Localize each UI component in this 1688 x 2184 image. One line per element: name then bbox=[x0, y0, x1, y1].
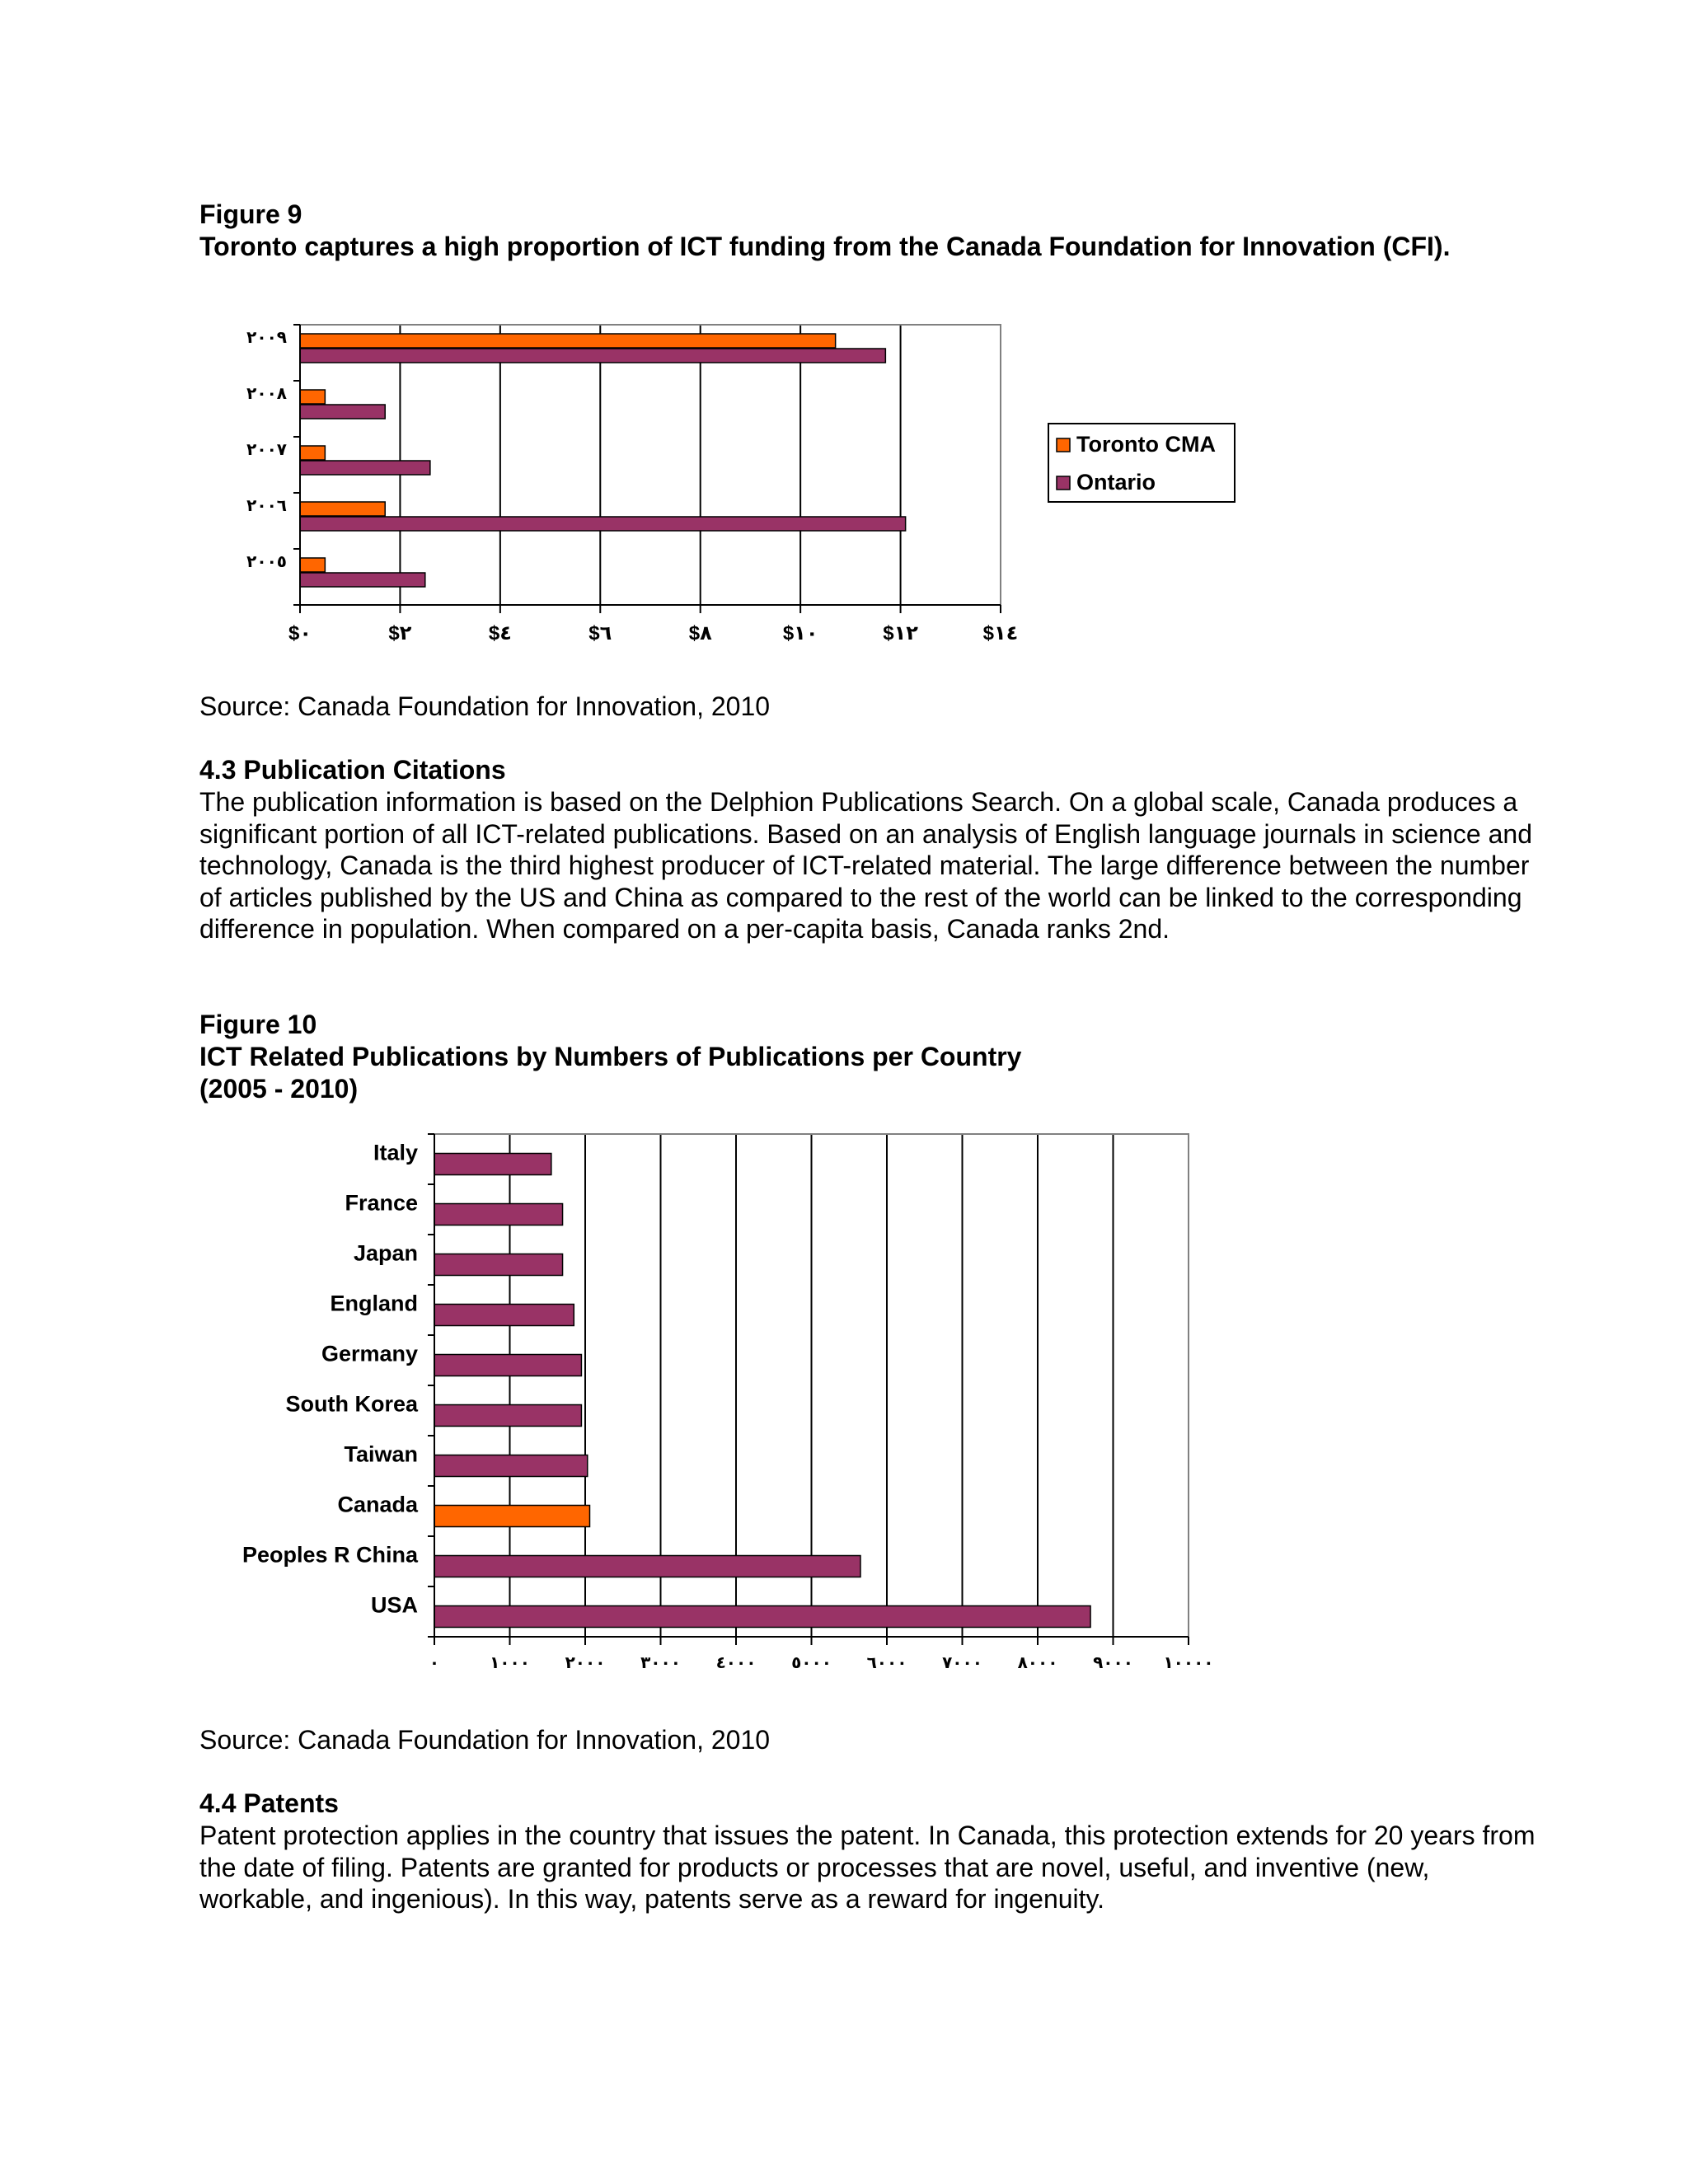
figure10-title-line2: (2005 - 2010) bbox=[199, 1074, 359, 1104]
figure10-bar-usa bbox=[434, 1606, 1090, 1628]
figure9-bar-ontario bbox=[300, 349, 885, 363]
figure9-x-tick-label: $٤ bbox=[488, 622, 512, 644]
figure10-bar-canada bbox=[434, 1506, 589, 1527]
figure10-bar-japan bbox=[434, 1254, 563, 1276]
figure10-y-tick-label: Italy bbox=[373, 1140, 418, 1165]
figure9-x-tick-label: $١٢ bbox=[883, 622, 918, 644]
figure10-x-tick-label: ٠ bbox=[429, 1654, 440, 1672]
figure9-legend bbox=[1048, 424, 1235, 502]
figure10-bars bbox=[434, 1154, 1090, 1628]
figure10-x-tick-label: ١٠٠٠٠ bbox=[1163, 1654, 1214, 1672]
figure9-bar-toronto-cma bbox=[300, 334, 836, 348]
figure10-chart bbox=[214, 1121, 1236, 1698]
figure9-bar-ontario bbox=[300, 517, 906, 531]
figure9-bar-toronto-cma bbox=[300, 390, 325, 404]
figure10-x-tick-label: ٧٠٠٠ bbox=[942, 1654, 982, 1672]
figure10-bar-south-korea bbox=[434, 1405, 581, 1427]
legend-label-ontario: Ontario bbox=[1076, 470, 1156, 494]
figure10-bar-germany bbox=[434, 1355, 581, 1376]
figure10-x-tick-label: ٣٠٠٠ bbox=[640, 1654, 681, 1672]
figure10-label: Figure 10 bbox=[199, 1010, 317, 1039]
figure9-x-tick-label: $١٠ bbox=[782, 622, 818, 644]
figure10-bar-england bbox=[434, 1305, 574, 1326]
figure9-bar-ontario bbox=[300, 405, 385, 419]
figure9-y-tick-label: ٢٠٠٦ bbox=[246, 497, 287, 515]
figure9-bar-ontario bbox=[300, 573, 425, 587]
figure10-y-tick-label: England bbox=[330, 1291, 418, 1316]
figure9-y-tick-label: ٢٠٠٨ bbox=[246, 385, 287, 403]
section-heading-4-3: 4.3 Publication Citations bbox=[199, 755, 506, 785]
section-body-4-3: The publication information is based on the Delphion Publications Search. On a global scale, Canada produces a significant portion of all ICT-related publications. Based on an analysis of English language journals in science and technology, Canada is the third highest producer of ICT-related material. The large difference between the number of articles published by the US and China as compared to the rest of the world can be linked to the corresponding difference in population. When compared on a per-capita basis, Canada ranks 2nd. bbox=[199, 787, 1532, 944]
figure10-x-tick-label: ٥٠٠٠ bbox=[791, 1654, 832, 1672]
figure9-y-tick-label: ٢٠٠٩ bbox=[246, 329, 287, 347]
figure9-title: Toronto captures a high proportion of ICT funding from the Canada Foundation for Innovation (CFI). bbox=[199, 232, 1451, 261]
figure10-bar-taiwan bbox=[434, 1455, 588, 1477]
figure10-y-tick-label: Taiwan bbox=[344, 1441, 418, 1467]
figure9-bars bbox=[300, 334, 906, 587]
figure10-y-tick-label: Peoples R China bbox=[241, 1542, 418, 1568]
figure10-x-tick-label: ٤٠٠٠ bbox=[715, 1654, 757, 1672]
figure10-y-tick-label: Japan bbox=[353, 1240, 418, 1266]
legend-swatch-ontario bbox=[1057, 476, 1070, 490]
figure10-y-tick-label: Germany bbox=[321, 1341, 418, 1366]
figure9-gridlines bbox=[400, 325, 900, 605]
figure10-title-line1: ICT Related Publications by Numbers of Publications per Country bbox=[199, 1042, 1022, 1071]
figure10-y-tick-label: Canada bbox=[337, 1492, 418, 1517]
figure9-x-tick-label: $٢ bbox=[388, 622, 412, 644]
legend-swatch-toronto bbox=[1057, 438, 1070, 452]
figure9-x-tick-label: $٦ bbox=[588, 622, 612, 644]
figure9-label: Figure 9 bbox=[199, 199, 302, 229]
figure9-bar-toronto-cma bbox=[300, 502, 385, 516]
figure10-x-tick-label: ١٠٠٠ bbox=[490, 1654, 530, 1672]
figure9-bar-ontario bbox=[300, 461, 430, 475]
legend-label-toronto: Toronto CMA bbox=[1076, 432, 1216, 457]
figure9-y-tick-label: ٢٠٠٧ bbox=[246, 441, 287, 459]
figure10-bar-peoples-r-china bbox=[434, 1556, 860, 1577]
figure10-x-tick-label: ٦٠٠٠ bbox=[866, 1654, 907, 1672]
figure9-bar-toronto-cma bbox=[300, 558, 325, 572]
figure10-bar-italy bbox=[434, 1154, 551, 1175]
figure9-x-tick-label: $٠ bbox=[288, 622, 312, 644]
figure9-source: Source: Canada Foundation for Innovation, 2010 bbox=[199, 691, 771, 721]
figure10-source: Source: Canada Foundation for Innovation, 2010 bbox=[199, 1725, 771, 1755]
figure9-bar-toronto-cma bbox=[300, 446, 325, 460]
figure9-x-tick-label: $٨ bbox=[688, 622, 712, 644]
figure10-y-tick-label: USA bbox=[370, 1592, 418, 1618]
section-body-4-4: Patent protection applies in the country that issues the patent. In Canada, this protection extends for 20 years from the date of filing. Patents are granted for products or processes that are novel, useful, and inventive (new, workable, and ingenious). In this way, patents serve as a reward for ingenuity. bbox=[199, 1821, 1536, 1915]
figure10-y-tick-label: South Korea bbox=[285, 1391, 418, 1417]
figure10-x-tick-label: ٢٠٠٠ bbox=[565, 1654, 606, 1672]
figure9-chart bbox=[214, 313, 1253, 659]
figure10-y-tick-label: France bbox=[345, 1190, 418, 1216]
figure10-x-tick-label: ٨٠٠٠ bbox=[1017, 1654, 1058, 1672]
section-heading-4-4: 4.4 Patents bbox=[199, 1788, 339, 1818]
figure9-y-tick-label: ٢٠٠٥ bbox=[246, 553, 287, 571]
figure10-bar-france bbox=[434, 1204, 563, 1226]
figure10-x-tick-label: ٩٠٠٠ bbox=[1093, 1654, 1133, 1672]
figure9-x-tick-label: $١٤ bbox=[982, 622, 1019, 644]
